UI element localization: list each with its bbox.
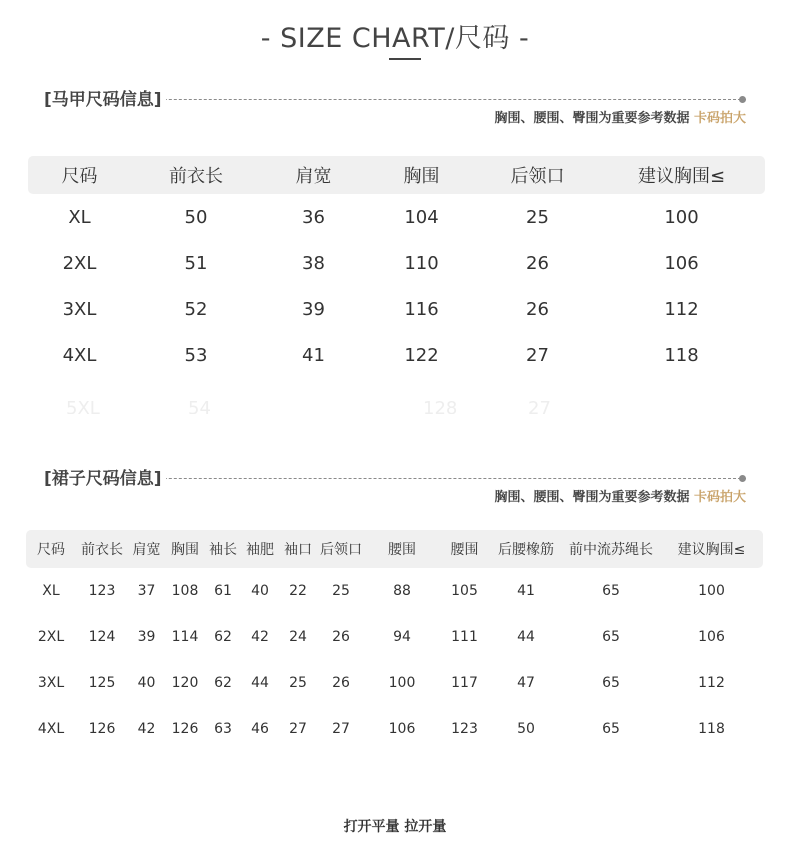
table-cell: 42: [137, 721, 156, 737]
table-cell: 27: [332, 721, 350, 737]
column-header: 建议胸围≤: [637, 166, 726, 187]
table-cell: 100: [664, 206, 699, 228]
table-row: [26, 614, 763, 660]
table-cell: 26: [332, 629, 350, 645]
table-cell: 112: [664, 298, 699, 320]
table-row: [26, 706, 763, 752]
table-cell: 124: [88, 629, 116, 645]
table-cell: 25: [289, 675, 307, 691]
table-cell: 39: [137, 629, 156, 645]
table-cell: 36: [302, 206, 325, 228]
table-cell: 123: [451, 721, 478, 737]
note-text: 胸围、腰围、臀围为重要参考数据: [494, 111, 694, 126]
table-cell: 94: [393, 629, 411, 645]
table-cell: 114: [171, 629, 199, 645]
table-row: [26, 568, 763, 614]
table-cell: 108: [171, 583, 199, 599]
table-cell: 123: [88, 583, 116, 599]
vest-table-header-row: [28, 156, 765, 194]
page-title: - SIZE CHART/尺码 -: [260, 23, 530, 54]
table-cell: 65: [602, 583, 620, 599]
table-cell: XL: [42, 583, 60, 599]
table-cell: 120: [171, 675, 199, 691]
table-row: [28, 194, 765, 240]
table-cell: 25: [526, 206, 549, 228]
skirt-table-header-row: [26, 530, 763, 568]
table-cell: 63: [214, 721, 232, 737]
table-cell: 25: [332, 583, 350, 599]
table-cell: 4XL: [62, 344, 97, 366]
skirt-section-label: [裙子尺码信息]: [44, 469, 166, 489]
table-cell: 126: [88, 721, 116, 737]
column-header: 腰围: [450, 542, 479, 558]
table-cell: 2XL: [37, 629, 65, 645]
table-cell: 22: [289, 583, 307, 599]
column-header: 尺码: [37, 542, 65, 558]
column-header: 胸围: [171, 542, 199, 558]
table-cell: XL: [68, 206, 91, 228]
column-header: 前中流苏绳长: [569, 542, 653, 558]
table-cell: 50: [184, 206, 208, 228]
table-cell: 24: [289, 629, 307, 645]
table-cell: 44: [251, 675, 269, 691]
table-cell: 105: [451, 583, 478, 599]
section-divider-dot: [739, 96, 746, 103]
column-header: 后领口: [320, 542, 362, 558]
table-cell: 62: [214, 675, 232, 691]
table-row: [28, 332, 765, 378]
note-highlight: 卡码拍大: [693, 490, 746, 505]
table-cell: 38: [302, 252, 325, 274]
title-underline: [389, 58, 421, 60]
table-row: [28, 286, 765, 332]
column-header: 尺码: [61, 166, 98, 187]
table-cell: 112: [698, 675, 725, 691]
table-cell: 2XL: [62, 252, 97, 274]
vest-section-label: [马甲尺码信息]: [44, 90, 166, 110]
table-cell: 26: [332, 675, 350, 691]
table-row: [26, 660, 763, 706]
table-cell: 41: [517, 583, 535, 599]
table-cell: 126: [171, 721, 199, 737]
table-cell: 118: [664, 344, 699, 366]
skirt-size-note: [300, 486, 746, 505]
table-cell: 52: [184, 298, 208, 320]
table-cell: 41: [302, 344, 325, 366]
measurement-note: 打开平量 拉开量: [343, 819, 447, 835]
table-row: [28, 240, 765, 286]
column-header: 肩宽: [295, 166, 332, 187]
vest-size-table: [28, 156, 765, 378]
skirt-size-table: [26, 530, 763, 752]
table-cell: 27: [526, 344, 549, 366]
table-cell: 111: [451, 629, 478, 645]
vest-table-faded-row: 5XL 54 128 27: [66, 398, 551, 414]
table-cell: 3XL: [37, 675, 65, 691]
note-text: 胸围、腰围、臀围为重要参考数据: [494, 490, 694, 505]
table-cell: 65: [602, 675, 620, 691]
column-header: 胸围: [403, 166, 440, 187]
table-cell: 51: [184, 252, 208, 274]
table-cell: 39: [302, 298, 325, 320]
column-header: 腰围: [388, 542, 416, 558]
table-cell: 47: [517, 675, 535, 691]
table-cell: 50: [517, 721, 535, 737]
table-cell: 100: [388, 675, 416, 691]
table-cell: 61: [214, 583, 232, 599]
column-header: 建议胸围≤: [677, 542, 746, 558]
vest-size-note: [300, 107, 746, 126]
table-cell: 104: [404, 206, 439, 228]
table-cell: 53: [184, 344, 208, 366]
table-cell: 46: [251, 721, 269, 737]
table-cell: 116: [404, 298, 439, 320]
note-highlight: 卡码拍大: [693, 111, 746, 126]
column-header: 后领口: [510, 166, 565, 187]
column-header: 前衣长: [81, 542, 123, 558]
table-cell: 125: [88, 675, 116, 691]
column-header: 后腰橡筋: [498, 542, 554, 558]
table-cell: 27: [289, 721, 307, 737]
table-cell: 65: [602, 721, 620, 737]
column-header: 袖肥: [246, 542, 274, 558]
table-cell: 26: [526, 298, 549, 320]
table-cell: 106: [698, 629, 725, 645]
table-cell: 122: [404, 344, 439, 366]
table-cell: 44: [517, 629, 535, 645]
table-cell: 3XL: [62, 298, 97, 320]
table-cell: 100: [698, 583, 725, 599]
table-cell: 40: [137, 675, 156, 691]
table-cell: 118: [698, 721, 725, 737]
table-cell: 106: [664, 252, 699, 274]
table-cell: 40: [251, 583, 269, 599]
table-cell: 65: [602, 629, 620, 645]
table-cell: 62: [214, 629, 232, 645]
column-header: 前衣长: [169, 166, 223, 187]
table-cell: 37: [137, 583, 156, 599]
table-cell: 26: [526, 252, 549, 274]
table-cell: 42: [251, 629, 269, 645]
section-divider-dot: [739, 475, 746, 482]
table-cell: 110: [404, 252, 439, 274]
column-header: 袖长: [209, 542, 237, 558]
column-header: 肩宽: [132, 542, 161, 558]
table-cell: 88: [393, 583, 411, 599]
table-cell: 106: [388, 721, 416, 737]
column-header: 袖口: [284, 542, 312, 558]
table-cell: 4XL: [37, 721, 65, 737]
table-cell: 117: [451, 675, 478, 691]
